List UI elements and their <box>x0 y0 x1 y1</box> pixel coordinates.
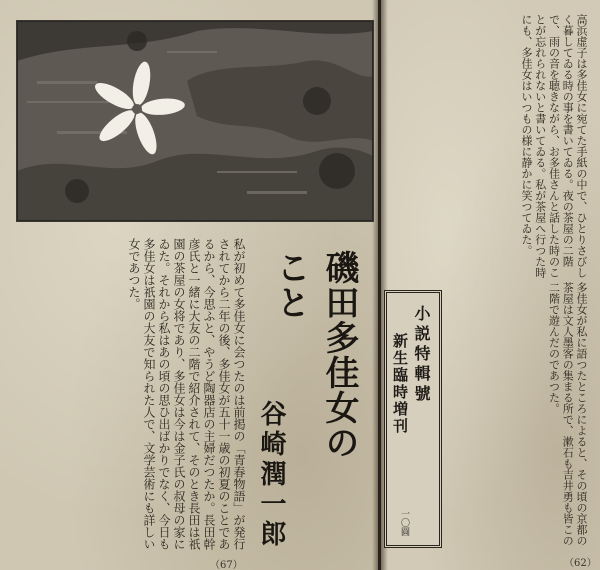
article-author: 谷崎潤一郎 <box>256 400 286 550</box>
page-number-left: （67） <box>210 560 243 570</box>
body-text-right-bottom: 多佳女が私に語つたところによると、その頃の京都の茶屋は文人墨客の集まる所で、漱石も吉井勇も皆この二階で遊んだのであつた。 <box>547 282 588 546</box>
ad-price: 一〇圓 <box>399 509 409 536</box>
ad-heading: 小説特輯號 <box>412 305 431 405</box>
body-text-right-top: 高浜虚子は多佳女に宛てた手紙の中で、ひとりさびしく暮してゐる時の事を書いてゐる。夜の茶屋の二階で、雨の音を聴きながら、お多佳さんと話した時のことが忘れられないと書いてゐる。私が茶屋へ行つた時にも、多佳女はいつもの様に静かに笑つてゐた。 <box>520 14 588 278</box>
special-issue-ad-box <box>384 290 442 548</box>
ad-subheading: 新生臨時増刊 <box>391 333 409 435</box>
body-text-left: 私が初めて多佳女に会つたのは前掲の「青春物語」が発行されてから二年の後、多佳女が五十一歳の初夏のことであるから、今思ふと、やうど陶器店の主婦だつたか。長田幹彦氏と一緒に大友の二階で紹介されて、そのとき長田は祇園の茶屋の女将であり、多佳女は今は金子氏の叔母の家にゐた。それから私はあの頃の思ひ出ばかりでなく、今日も多佳女は祇園の大友で知られた人で、文学芸術にも詳しい女であつた。 <box>127 238 246 550</box>
page-number-right: （62） <box>564 558 597 569</box>
woodcut-illustration <box>16 20 374 222</box>
article-title: 磯田多佳女のこと <box>270 250 359 460</box>
